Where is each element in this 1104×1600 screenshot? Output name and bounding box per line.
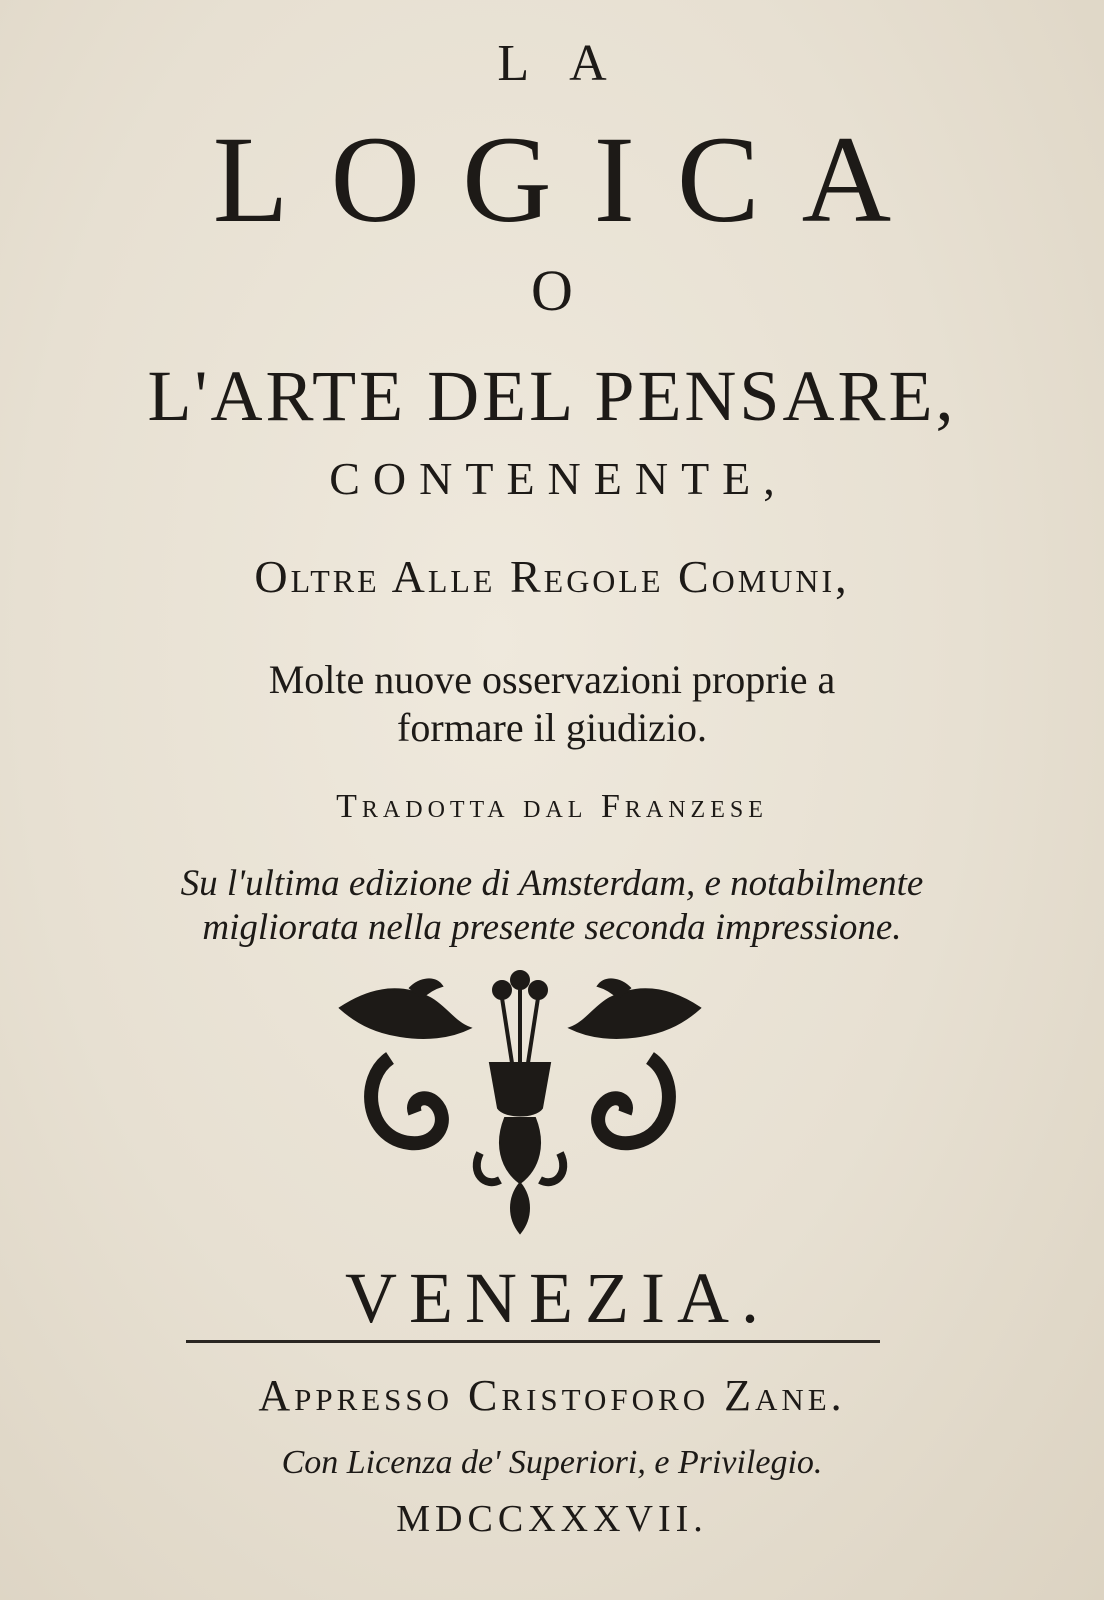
contents-line-2: [0, 656, 1104, 752]
contents-heading: CONTENENTE,: [329, 453, 788, 504]
imprint-publisher: Appresso Cristoforo Zane.: [258, 1371, 846, 1420]
divider-rule: [186, 1340, 880, 1343]
imprint-city: VENEZIA.: [345, 1258, 771, 1338]
floral-bird-vase-ornament-icon: [330, 968, 710, 1238]
title-conjunction: O: [531, 258, 573, 323]
contents-line-2b: formare il giudizio.: [397, 705, 707, 750]
title-article: LA: [497, 35, 647, 92]
contents-line-2a: Molte nuove osservazioni proprie a: [268, 657, 836, 702]
subtitle: L'ARTE DEL PENSARE,: [147, 356, 957, 436]
imprint-date: MDCCXXXVII.: [396, 1498, 708, 1540]
edition-note-a: Su l'ultima edizione di Amsterdam, e notabilmente: [180, 863, 924, 904]
edition-note: [0, 862, 1104, 951]
translation-note: Tradotta dal Franzese: [336, 788, 768, 825]
imprint-license: Con Licenza de' Superiori, e Privilegio.: [281, 1444, 823, 1481]
edition-note-b: migliorata nella presente seconda impressione.: [202, 907, 902, 949]
title-main: LOGICA: [212, 111, 934, 248]
contents-line-1: Oltre Alle Regole Comuni,: [254, 551, 850, 602]
